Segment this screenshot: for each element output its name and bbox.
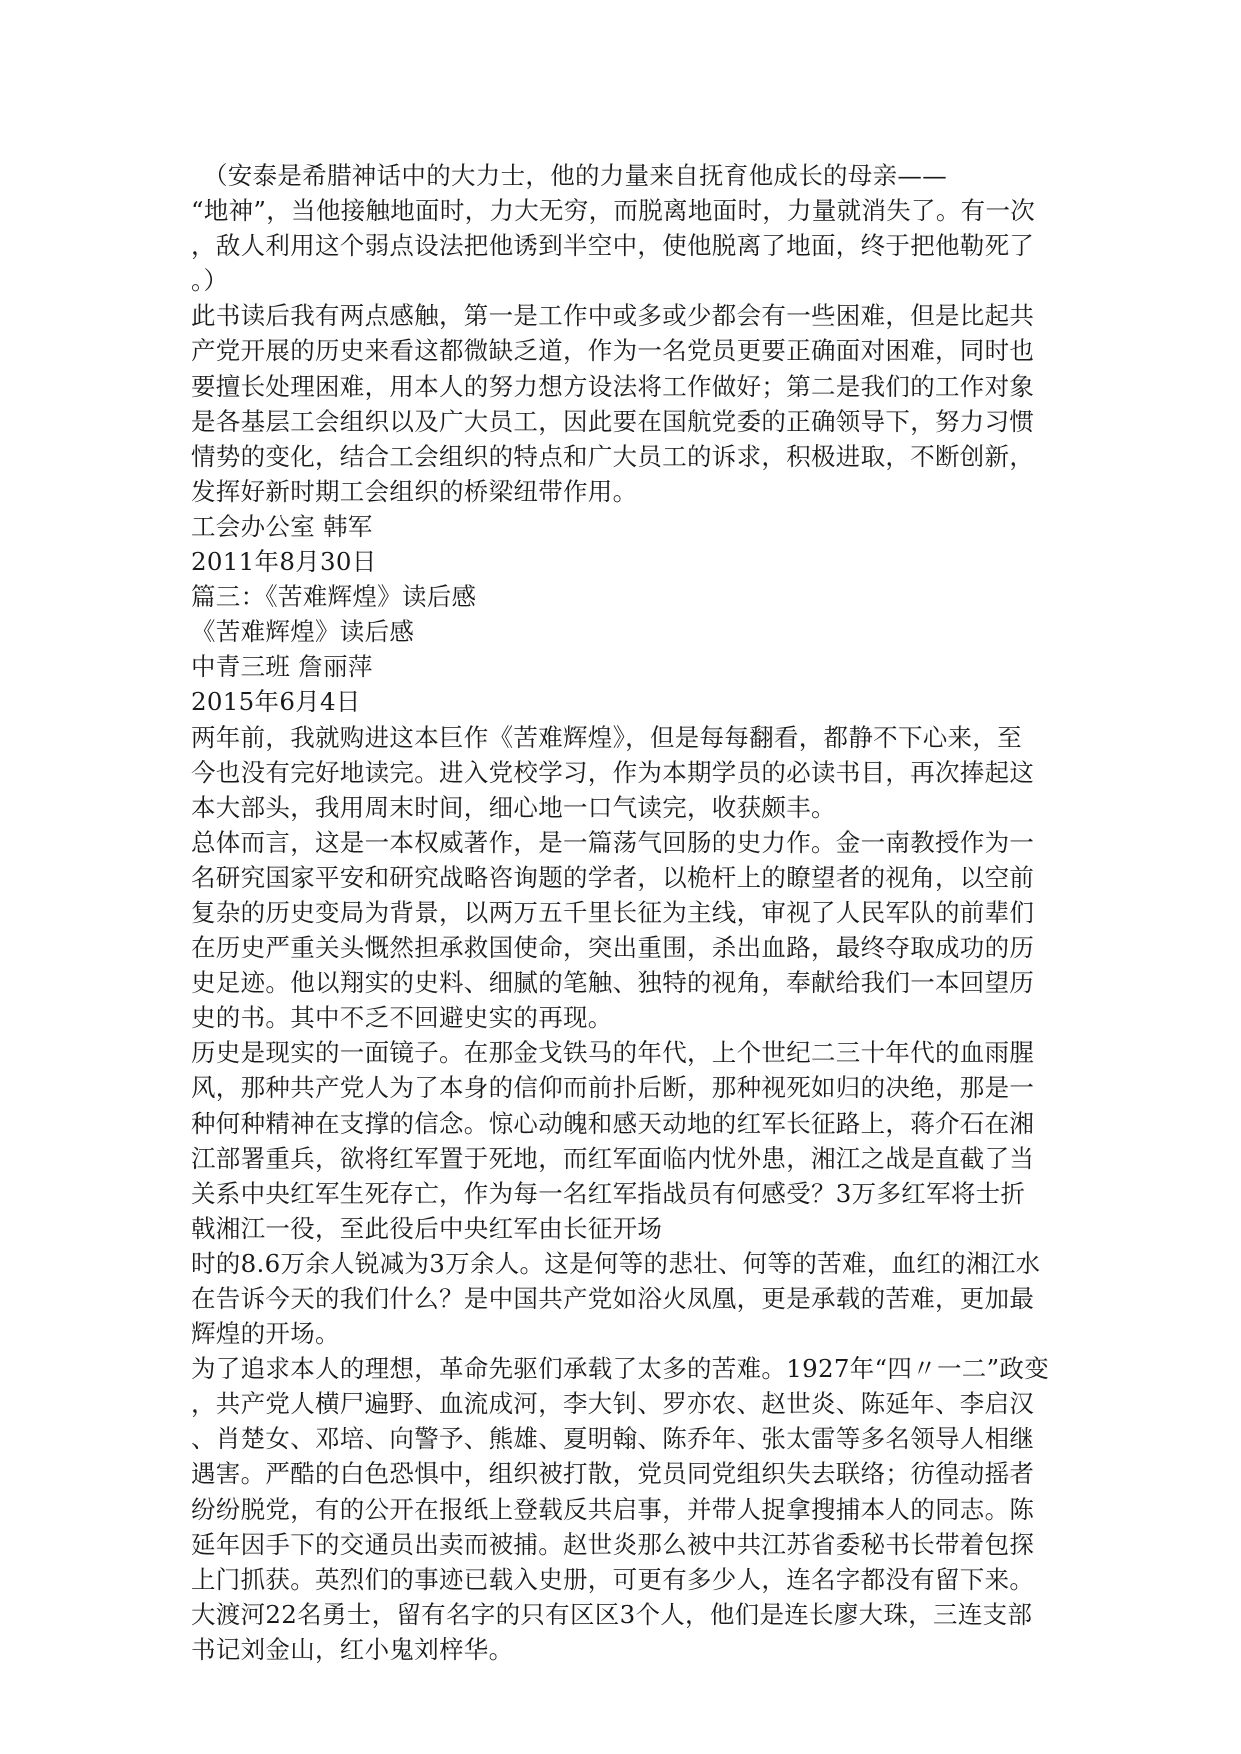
text-line: 是各基层工会组织以及广大员工，因此要在国航党委的正确领导下，努力习惯	[191, 406, 1035, 436]
text-line: 关系中央红军生死存亡，作为每一名红军指战员有何感受？3万多红军将士折	[191, 1178, 1026, 1208]
text-line: ，共产党人横尸遍野、血流成河，李大钊、罗亦农、赵世炎、陈延年、李启汉	[191, 1389, 1035, 1419]
text-line: 辉煌的开场。	[191, 1319, 340, 1349]
text-line: 时的8.6万余人锐减为3万余人。这是何等的悲壮、何等的苦难，血红的湘江水	[191, 1248, 1041, 1278]
text-line: 名研究国家平安和研究战略咨询题的学者，以桅杆上的瞭望者的视角，以空前	[191, 862, 1035, 892]
text-line: 情势的变化，结合工会组织的特点和广大员工的诉求，积极进取，不断创新，	[191, 441, 1035, 471]
text-line: 书记刘金山，红小鬼刘梓华。	[191, 1634, 514, 1664]
date-line: 2015年6月4日	[191, 687, 361, 717]
text-line: 复杂的历史变局为背景，以两万五千里长征为主线，审视了人民军队的前辈们	[191, 897, 1035, 927]
text-line: 今也没有完好地读完。进入党校学习，作为本期学员的必读书目，再次捧起这	[191, 757, 1035, 787]
section-heading: 篇三：《苦难辉煌》读后感	[191, 582, 477, 612]
text-line: 种何种精神在支撑的信念。惊心动魄和感天动地的红军长征路上，蒋介石在湘	[191, 1108, 1035, 1138]
text-line: ，敌人利用这个弱点设法把他诱到半空中，使他脱离了地面，终于把他勒死了	[191, 231, 1035, 261]
text-line: 两年前，我就购进这本巨作《苦难辉煌》，但是每每翻看，都静不下心来，至	[191, 722, 1022, 752]
text-line: 上门抓获。英烈们的事迹已载入史册，可更有多少人，连名字都没有留下来。	[191, 1564, 1035, 1594]
date-line: 2011年8月30日	[191, 547, 377, 577]
text-line: 延年因手下的交通员出卖而被捕。赵世炎那么被中共江苏省委秘书长带着包探	[191, 1529, 1035, 1559]
text-line: 风，那种共产党人为了本身的信仰而前扑后断，那种视死如归的决绝，那是一	[191, 1073, 1035, 1103]
text-line: 要擅长处理困难，用本人的努力想方设法将工作做好；第二是我们的工作对象	[191, 371, 1035, 401]
text-line: 历史是现实的一面镜子。在那金戈铁马的年代，上个世纪二三十年代的血雨腥	[191, 1038, 1035, 1068]
text-line: 此书读后我有两点感触，第一是工作中或多或少都会有一些困难，但是比起共	[191, 301, 1035, 331]
text-line: 大渡河22名勇士，留有名字的只有区区3个人，他们是连长廖大珠，三连支部	[191, 1599, 1033, 1629]
author-line: 工会办公室 韩军	[191, 511, 373, 541]
text-line: 戟湘江一役，至此役后中央红军由长征开场	[191, 1213, 663, 1243]
text-line: “地神”，当他接触地面时，力大无穷，而脱离地面时，力量就消失了。有一次	[191, 196, 1036, 226]
text-line: 在告诉今天的我们什么？是中国共产党如浴火凤凰，更是承载的苦难，更加最	[191, 1284, 1035, 1313]
text-line: 为了追求本人的理想，革命先驱们承载了太多的苦难。1927年“四〃一二”政变	[191, 1354, 1049, 1384]
text-line: 史的书。其中不乏不回避史实的再现。	[191, 1003, 613, 1033]
text-line: 发挥好新时期工会组织的桥梁纽带作用。	[191, 476, 638, 506]
text-line: 、肖楚女、邓培、向警予、熊雄、夏明翰、陈乔年、张太雷等多名领导人相继	[191, 1424, 1035, 1454]
article-title: 《苦难辉煌》读后感	[191, 617, 415, 647]
text-line: 。）	[191, 266, 229, 296]
text-line: 总体而言，这是一本权威著作，是一篇荡气回肠的史力作。金一南教授作为一	[191, 827, 1035, 857]
document-page	[191, 158, 1051, 1667]
text-line: 遇害。严酷的白色恐惧中，组织被打散，党员同党组织失去联络；彷徨动摇者	[191, 1459, 1035, 1489]
text-line: 江部署重兵，欲将红军置于死地，而红军面临内忧外患，湘江之战是直截了当	[191, 1143, 1035, 1173]
text-line: 本大部头，我用周末时间，细心地一口气读完，收获颇丰。	[191, 792, 836, 822]
text-line: 纷纷脱党，有的公开在报纸上登载反共启事，并带人捉拿搜捕本人的同志。陈	[191, 1494, 1035, 1524]
author-line: 中青三班 詹丽萍	[191, 652, 373, 682]
text-line: 产党开展的历史来看这都微缺乏道，作为一名党员更要正确面对困难，同时也	[191, 336, 1035, 366]
text-line: 史足迹。他以翔实的史料、细腻的笔触、独特的视角，奉献给我们一本回望历	[191, 968, 1035, 998]
text-line: （安泰是希腊神话中的大力士，他的力量来自抚育他成长的母亲——	[203, 161, 947, 190]
text-line: 在历史严重关头慨然担承救国使命，突出重围，杀出血路，最终夺取成功的历	[191, 933, 1035, 963]
